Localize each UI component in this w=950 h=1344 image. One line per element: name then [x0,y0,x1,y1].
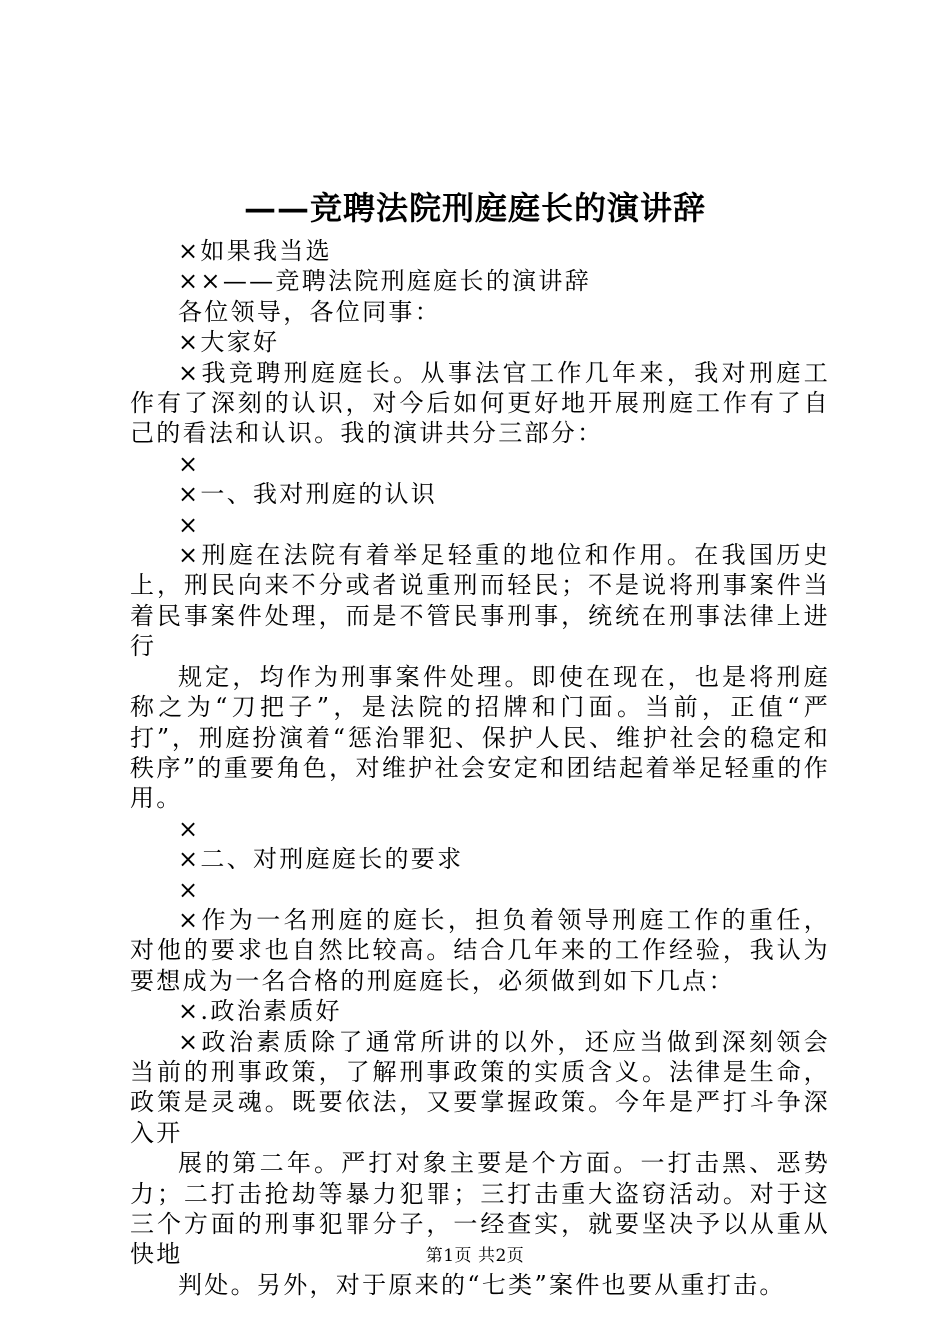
paragraph: ×作为一名刑庭的庭长，担负着领导刑庭工作的重任，对他的要求也自然比较高。结合几年来的工作经验，我认为要想成为一名合格的刑庭庭长，必须做到如下几点： [130,905,830,995]
paragraph: ×刑庭在法院有着举足轻重的地位和作用。在我国历史上，刑民向来不分或者说重刑而轻民；不是说将刑事案件当着民事案件处理，而是不管民事刑事，统统在刑事法律上进行 [130,541,830,661]
paragraph: ×政治素质除了通常所讲的以外，还应当做到深刻领会当前的刑事政策，了解刑事政策的实质含义。法律是生命，政策是灵魂。既要依法，又要掌握政策。今年是严打斗争深入开 [130,1027,830,1147]
paragraph: ××——竞聘法院刑庭庭长的演讲辞 [178,267,592,296]
paragraph: 展的第二年。严打对象主要是个方面。一打击黑、恶势力；二打击抢劫等暴力犯罪；三打击重大盗窃活动。对于这三个方面的刑事犯罪分子，一经查实，就要坚决予以从重从快地 [130,1149,830,1269]
section-heading: ×二、对刑庭庭长的要求 [178,845,464,874]
paragraph: × [178,875,201,904]
paragraph: 判处。另外，对于原来的“七类”案件也要从重打击。 [178,1270,786,1299]
paragraph: × [178,814,201,843]
paragraph: × [178,510,201,539]
paragraph: 规定，均作为刑事案件处理。即使在现在，也是将刑庭称之为“刀把子”，是法院的招牌和门面。当前，正值“严打”，刑庭扮演着“惩治罪犯、保护人民、维护社会的稳定和秩序”的重要角色，对维护社会安定和团结起着举足轻重的作用。 [130,662,830,813]
document-body [130,236,830,1300]
subsection-heading: ×.政治素质好 [178,997,342,1026]
paragraph: ×如果我当选 [178,237,332,265]
paragraph: × [178,449,201,478]
paragraph: ×我竞聘刑庭庭长。从事法官工作几年来，我对刑庭工作有了深刻的认识，对今后如何更好地开展刑庭工作有了自己的看法和认识。我的演讲共分三部分： [130,358,830,448]
document-title: ——竞聘法院刑庭庭长的演讲辞 [243,189,706,227]
page-footer: 第1页 共2页 [425,1246,525,1266]
paragraph: 各位领导，各位同事： [178,297,441,326]
paragraph: ×大家好 [178,328,280,357]
section-heading: ×一、我对刑庭的认识 [178,480,438,509]
